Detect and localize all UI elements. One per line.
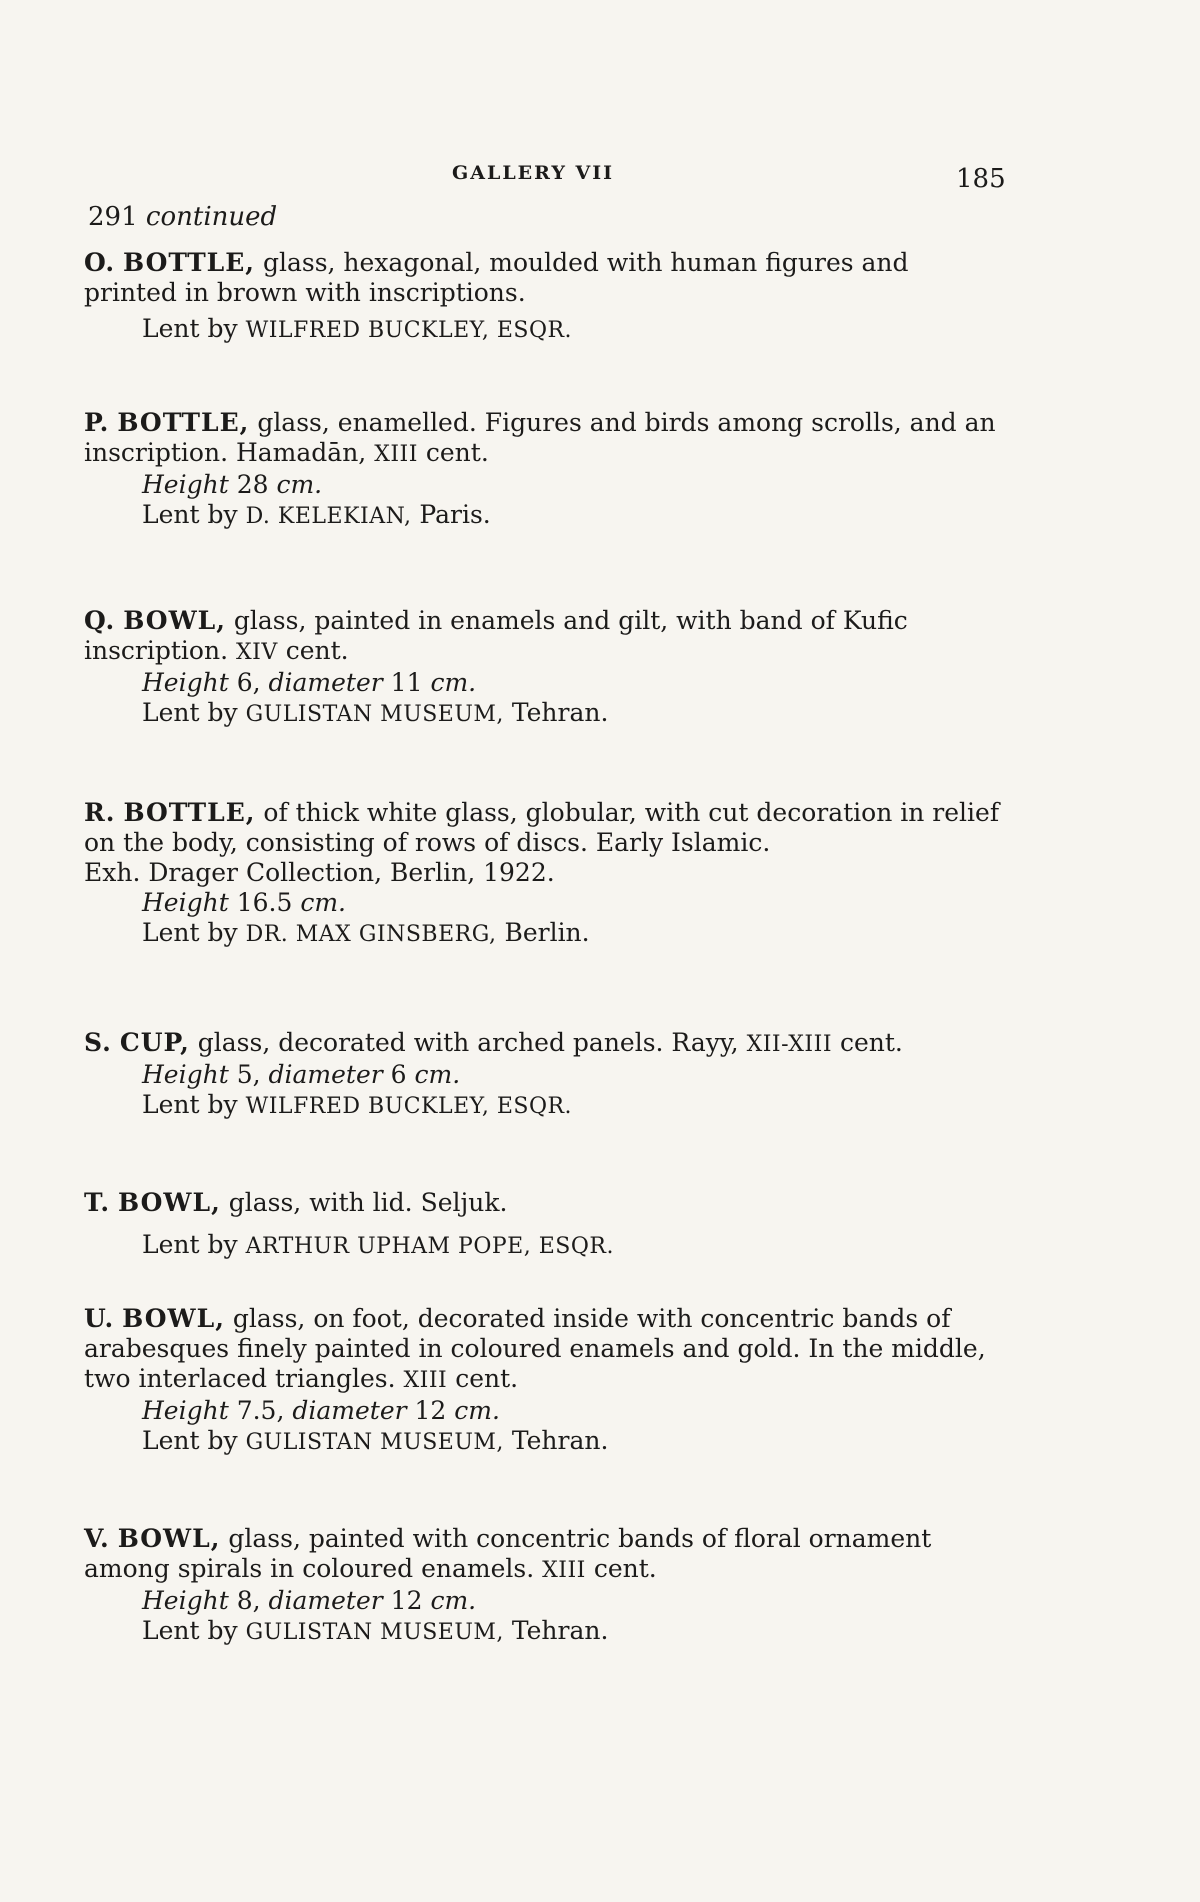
entry-dimensions — [84, 1060, 1002, 1090]
lender-name: D. KELEKIAN, — [245, 504, 412, 529]
entry-p — [84, 408, 1002, 532]
entry-dimensions — [84, 1586, 1002, 1616]
dim-value: 8, — [236, 1586, 261, 1615]
dim-label: Height — [142, 1060, 229, 1089]
entry-century-suffix: cent. — [425, 438, 489, 467]
entry-lender — [84, 500, 1002, 532]
entry-v — [84, 1524, 1002, 1648]
entry-century-suffix: cent. — [839, 1028, 903, 1057]
page-number: 185 — [956, 164, 1006, 194]
entry-dimensions — [84, 1396, 1002, 1426]
entry-title: CUP, — [119, 1028, 190, 1057]
entry-description: glass, on foot, decorated inside with concentric bands of arabesques finely painted in coloured enamels and gold. In the middle, two interlaced triangles. — [84, 1304, 986, 1393]
dim-label: Height — [142, 668, 229, 697]
lender-name: WILFRED BUCKLEY, ESQR. — [245, 1094, 573, 1119]
lent-prefix: Lent by — [142, 1090, 238, 1119]
lender-name: ARTHUR UPHAM POPE, ESQR. — [245, 1234, 614, 1259]
lent-prefix: Lent by — [142, 698, 238, 727]
entry-lender — [84, 1230, 1002, 1262]
entry-century: XIII — [374, 442, 418, 467]
entry-description: glass, decorated with arched panels. Rayy, — [197, 1028, 739, 1057]
entry-title: BOWL, — [123, 606, 226, 635]
lent-prefix: Lent by — [142, 918, 238, 947]
entry-o — [84, 248, 1002, 346]
lender-name: DR. MAX GINSBERG, — [245, 922, 497, 947]
entry-title: BOTTLE, — [123, 798, 256, 827]
entry-id: P. — [84, 408, 110, 437]
entry-title: BOTTLE, — [117, 408, 250, 437]
dim-unit: cm. — [300, 888, 346, 917]
entry-title: BOTTLE, — [122, 248, 256, 277]
entry-u — [84, 1304, 1002, 1458]
entry-century: XII-XIII — [746, 1032, 833, 1057]
dim-unit: cm. — [454, 1396, 500, 1425]
entry-lender — [84, 1616, 1002, 1648]
lent-prefix: Lent by — [142, 1230, 238, 1259]
lender-name: GULISTAN MUSEUM, — [245, 702, 504, 727]
entry-century: XIV — [235, 640, 278, 665]
dim-value-2: 6 — [390, 1060, 407, 1089]
entry-id: R. — [84, 798, 116, 827]
dim-label: Height — [142, 888, 229, 917]
entry-id: V. — [84, 1524, 110, 1553]
entry-description: glass, painted with concentric bands of floral ornament among spirals in coloured enamels. — [84, 1524, 932, 1583]
entry-title: BOWL, — [117, 1524, 221, 1553]
catalogue-number: 291 — [88, 202, 138, 232]
entry-century-suffix: cent. — [593, 1554, 657, 1583]
entry-century-suffix: cent. — [285, 636, 349, 665]
entry-dimensions — [84, 888, 1002, 918]
dim-unit: cm. — [430, 1586, 477, 1615]
entry-lender — [84, 698, 1002, 730]
entry-description: glass, enamelled. Figures and birds among scrolls, and an inscription. Hamadān, — [84, 408, 996, 467]
dim-label-2: diameter — [292, 1396, 407, 1425]
entry-description: of thick white glass, globular, with cut decoration in relief on the body, consisting of rows of discs. Early Islamic. — [84, 798, 1000, 857]
entry-id: Q. — [84, 606, 116, 635]
continued-heading — [88, 202, 277, 232]
lender-place: Tehran. — [511, 1426, 609, 1455]
dim-value: 7.5, — [236, 1396, 285, 1425]
running-header: GALLERY VII — [452, 162, 615, 184]
entry-title: BOWL, — [122, 1304, 225, 1333]
dim-unit: cm. — [430, 668, 477, 697]
entry-q — [84, 606, 1002, 730]
dim-value-2: 11 — [390, 668, 423, 697]
entry-id: U. — [84, 1304, 115, 1333]
dim-value: 6, — [236, 668, 261, 697]
entry-description: glass, painted in enamels and gilt, with band of Kufic inscription. — [84, 606, 908, 665]
entry-id: T. — [84, 1188, 111, 1217]
entry-title: BOWL, — [118, 1188, 221, 1217]
dim-value: 16.5 — [236, 888, 293, 917]
entry-lender — [84, 1090, 1002, 1122]
entry-century-suffix: cent. — [455, 1364, 519, 1393]
entry-lender — [84, 314, 1002, 346]
entry-s — [84, 1028, 1002, 1122]
dim-label-2: diameter — [268, 668, 383, 697]
dim-value: 5, — [236, 1060, 261, 1089]
lender-place: Paris. — [419, 500, 491, 529]
entry-dimensions — [84, 470, 1002, 500]
dim-label: Height — [142, 470, 229, 499]
entry-century: XIII — [403, 1368, 448, 1393]
entry-description: glass, hexagonal, moulded with human figures and printed in brown with inscriptions. — [84, 248, 909, 307]
lent-prefix: Lent by — [142, 500, 238, 529]
entry-exhibition: Exh. Drager Collection, Berlin, 1922. — [84, 858, 555, 887]
dim-unit: cm. — [414, 1060, 461, 1089]
entry-lender — [84, 1426, 1002, 1458]
entry-t — [84, 1188, 1002, 1262]
dim-label: Height — [142, 1586, 229, 1615]
lender-name: GULISTAN MUSEUM, — [245, 1620, 504, 1645]
dim-label-2: diameter — [268, 1586, 383, 1615]
continued-label: continued — [145, 202, 278, 232]
dim-label-2: diameter — [268, 1060, 383, 1089]
dim-label: Height — [142, 1396, 229, 1425]
lender-place: Berlin. — [504, 918, 590, 947]
lender-name: GULISTAN MUSEUM, — [245, 1430, 504, 1455]
lent-prefix: Lent by — [142, 1426, 238, 1455]
entry-id: S. — [84, 1028, 112, 1057]
entry-description: glass, with lid. Seljuk. — [228, 1188, 508, 1217]
dim-value: 28 — [236, 470, 269, 499]
entry-lender — [84, 918, 1002, 950]
entry-id: O. — [84, 248, 116, 277]
lender-place: Tehran. — [511, 698, 609, 727]
dim-value-2: 12 — [414, 1396, 447, 1425]
entry-r — [84, 798, 1002, 950]
entry-dimensions — [84, 668, 1002, 698]
entry-century: XIII — [542, 1558, 586, 1583]
lender-place: Tehran. — [511, 1616, 609, 1645]
lent-prefix: Lent by — [142, 314, 238, 343]
lent-prefix: Lent by — [142, 1616, 238, 1645]
lender-name: WILFRED BUCKLEY, ESQR. — [245, 318, 573, 343]
dim-unit: cm. — [276, 470, 323, 499]
dim-value-2: 12 — [390, 1586, 423, 1615]
